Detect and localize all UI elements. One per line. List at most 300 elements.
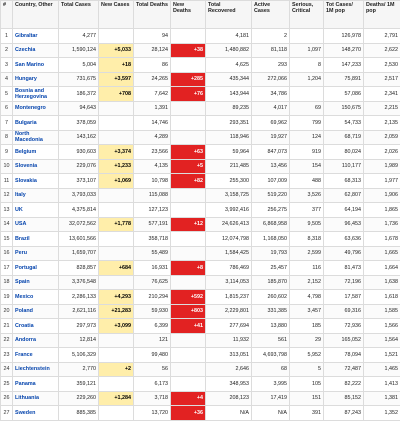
country-cell [13, 232, 59, 247]
serious-critical-cell: 3,526 [290, 188, 324, 203]
active-cases-cell: 260,602 [252, 290, 290, 305]
deaths-per-1m-cell: 2,530 [364, 58, 400, 73]
total-cases-cell: 1,659,707 [59, 246, 99, 261]
serious-critical-cell: 799 [290, 116, 324, 131]
country-link[interactable]: Brazil [15, 235, 30, 242]
active-cases-cell: 34,786 [252, 87, 290, 102]
table-row [1, 391, 400, 406]
serious-critical-cell: 124 [290, 130, 324, 145]
total-cases-cell: 731,675 [59, 72, 99, 87]
total-cases-cell: 4,277 [59, 29, 99, 44]
country-cell [13, 406, 59, 421]
total-recovered-cell: 786,469 [206, 261, 252, 276]
rank-cell: 2 [1, 43, 13, 58]
deaths-per-1m-cell: 1,989 [364, 159, 400, 174]
total-recovered-cell: 4,625 [206, 58, 252, 73]
new-cases-cell [99, 377, 134, 392]
col-header-serious-critical[interactable]: Serious, Critical [290, 1, 324, 29]
table-row [1, 116, 400, 131]
cases-per-1m-cell: 17,587 [324, 290, 364, 305]
serious-critical-cell: 1,204 [290, 72, 324, 87]
col-header-total-recovered[interactable]: Total Recovered [206, 1, 252, 29]
serious-critical-cell: 185 [290, 319, 324, 334]
new-cases-cell [99, 246, 134, 261]
new-deaths-cell [171, 377, 206, 392]
country-link[interactable]: Lithuania [15, 395, 39, 402]
rank-cell: 27 [1, 406, 13, 421]
new-cases-cell: +684 [99, 261, 134, 276]
country-cell [13, 362, 59, 377]
serious-critical-cell: 116 [290, 261, 324, 276]
cases-per-1m-cell: 57,086 [324, 87, 364, 102]
deaths-per-1m-cell: 1,665 [364, 246, 400, 261]
table-row [1, 159, 400, 174]
new-cases-cell: +2 [99, 362, 134, 377]
country-link[interactable]: Liechtenstein [15, 366, 50, 373]
cases-per-1m-cell: 75,891 [324, 72, 364, 87]
new-deaths-cell [171, 203, 206, 218]
col-header-deaths-per-1m[interactable]: Deaths/ 1M pop [364, 1, 400, 29]
deaths-per-1m-cell: 1,585 [364, 304, 400, 319]
cases-per-1m-cell: 72,487 [324, 362, 364, 377]
deaths-per-1m-cell: 2,215 [364, 101, 400, 116]
new-cases-cell: +3,099 [99, 319, 134, 334]
active-cases-cell: N/A [252, 406, 290, 421]
table-row [1, 58, 400, 73]
total-deaths-cell: 127,123 [134, 203, 171, 218]
total-deaths-cell: 86 [134, 58, 171, 73]
table-row [1, 348, 400, 363]
table-row [1, 261, 400, 276]
serious-critical-cell [290, 29, 324, 44]
country-cell [13, 319, 59, 334]
deaths-per-1m-cell: 1,564 [364, 333, 400, 348]
country-link[interactable]: Poland [15, 308, 33, 315]
total-recovered-cell: 3,158,725 [206, 188, 252, 203]
total-deaths-cell: 577,191 [134, 217, 171, 232]
rank-cell: 8 [1, 130, 13, 145]
new-deaths-cell: +5 [171, 159, 206, 174]
table-row [1, 333, 400, 348]
total-cases-cell: 94,643 [59, 101, 99, 116]
deaths-per-1m-cell: 2,026 [364, 145, 400, 160]
table-row [1, 101, 400, 116]
total-recovered-cell: N/A [206, 406, 252, 421]
table-row [1, 174, 400, 189]
cases-per-1m-cell: 147,233 [324, 58, 364, 73]
col-header-country[interactable]: Country, Other [13, 1, 59, 29]
country-cell [13, 348, 59, 363]
total-deaths-cell: 99,480 [134, 348, 171, 363]
country-link[interactable]: France [15, 351, 33, 358]
new-cases-cell: +3,374 [99, 145, 134, 160]
serious-critical-cell: 2,599 [290, 246, 324, 261]
total-cases-cell: 2,770 [59, 362, 99, 377]
deaths-per-1m-cell: 1,638 [364, 275, 400, 290]
new-cases-cell [99, 333, 134, 348]
country-cell [13, 290, 59, 305]
col-header-cases-per-1m[interactable]: Tot Cases/ 1M pop [324, 1, 364, 29]
serious-critical-cell: 4,798 [290, 290, 324, 305]
cases-per-1m-cell: 81,473 [324, 261, 364, 276]
total-cases-cell: 2,621,116 [59, 304, 99, 319]
country-cell [13, 43, 59, 58]
active-cases-cell: 847,073 [252, 145, 290, 160]
deaths-per-1m-cell: 1,566 [364, 319, 400, 334]
col-header-active-cases[interactable]: Active Cases [252, 1, 290, 29]
new-cases-cell [99, 188, 134, 203]
country-cell [13, 174, 59, 189]
total-deaths-cell: 94 [134, 29, 171, 44]
serious-critical-cell: 151 [290, 391, 324, 406]
cases-per-1m-cell: 165,052 [324, 333, 364, 348]
deaths-per-1m-cell: 2,517 [364, 72, 400, 87]
total-cases-cell: 3,793,033 [59, 188, 99, 203]
table-row [1, 377, 400, 392]
total-recovered-cell: 293,351 [206, 116, 252, 131]
total-recovered-cell: 118,946 [206, 130, 252, 145]
country-cell [13, 159, 59, 174]
total-deaths-cell: 358,718 [134, 232, 171, 247]
country-cell [13, 261, 59, 276]
deaths-per-1m-cell: 2,059 [364, 130, 400, 145]
country-cell [13, 333, 59, 348]
new-cases-cell: +1,233 [99, 159, 134, 174]
total-cases-cell: 229,076 [59, 159, 99, 174]
total-recovered-cell: 143,944 [206, 87, 252, 102]
active-cases-cell: 68 [252, 362, 290, 377]
active-cases-cell: 519,220 [252, 188, 290, 203]
table-row [1, 217, 400, 232]
total-recovered-cell: 89,235 [206, 101, 252, 116]
total-cases-cell: 32,072,562 [59, 217, 99, 232]
total-deaths-cell: 56 [134, 362, 171, 377]
total-recovered-cell: 211,485 [206, 159, 252, 174]
total-cases-cell: 359,121 [59, 377, 99, 392]
country-link[interactable]: Peru [15, 250, 27, 257]
country-cell [13, 72, 59, 87]
country-link[interactable]: North Macedonia [15, 131, 43, 144]
serious-critical-cell [290, 87, 324, 102]
active-cases-cell: 17,419 [252, 391, 290, 406]
total-recovered-cell: 12,074,798 [206, 232, 252, 247]
country-link[interactable]: UK [15, 206, 23, 213]
new-deaths-cell: +82 [171, 174, 206, 189]
total-recovered-cell: 2,229,801 [206, 304, 252, 319]
total-recovered-cell: 2,646 [206, 362, 252, 377]
col-header-new-cases[interactable]: New Cases [99, 1, 134, 29]
country-link[interactable]: Sweden [15, 409, 36, 416]
rank-cell: 14 [1, 217, 13, 232]
deaths-per-1m-cell: 2,622 [364, 43, 400, 58]
total-recovered-cell: 3,992,416 [206, 203, 252, 218]
active-cases-cell: 13,880 [252, 319, 290, 334]
serious-critical-cell: 377 [290, 203, 324, 218]
serious-critical-cell: 919 [290, 145, 324, 160]
country-link[interactable]: Slovenia [15, 163, 38, 170]
new-cases-cell: +3,597 [99, 72, 134, 87]
country-cell [13, 217, 59, 232]
active-cases-cell: 331,385 [252, 304, 290, 319]
country-cell [13, 377, 59, 392]
cases-per-1m-cell: 110,177 [324, 159, 364, 174]
country-link[interactable]: Spain [15, 279, 30, 286]
cases-per-1m-cell: 96,453 [324, 217, 364, 232]
deaths-per-1m-cell: 1,381 [364, 391, 400, 406]
new-deaths-cell [171, 101, 206, 116]
country-link[interactable]: Mexico [15, 293, 34, 300]
new-deaths-cell: +76 [171, 87, 206, 102]
rank-cell: 24 [1, 362, 13, 377]
serious-critical-cell: 29 [290, 333, 324, 348]
rank-cell: 6 [1, 101, 13, 116]
rank-cell: 12 [1, 188, 13, 203]
new-deaths-cell: +38 [171, 43, 206, 58]
country-link[interactable]: Portugal [15, 264, 37, 271]
active-cases-cell: 69,962 [252, 116, 290, 131]
total-cases-cell: 373,107 [59, 174, 99, 189]
new-cases-cell: +5,033 [99, 43, 134, 58]
total-cases-cell: 885,385 [59, 406, 99, 421]
cases-per-1m-cell: 148,270 [324, 43, 364, 58]
total-cases-cell: 5,106,329 [59, 348, 99, 363]
new-deaths-cell: +4 [171, 391, 206, 406]
new-cases-cell: +21,283 [99, 304, 134, 319]
new-cases-cell: +1,284 [99, 391, 134, 406]
rank-cell: 7 [1, 116, 13, 131]
new-deaths-cell: +41 [171, 319, 206, 334]
deaths-per-1m-cell: 1,521 [364, 348, 400, 363]
cases-per-1m-cell: 64,194 [324, 203, 364, 218]
total-deaths-cell: 16,931 [134, 261, 171, 276]
active-cases-cell: 4,017 [252, 101, 290, 116]
table-row [1, 43, 400, 58]
total-recovered-cell: 313,051 [206, 348, 252, 363]
total-cases-cell: 828,857 [59, 261, 99, 276]
table-row [1, 203, 400, 218]
new-cases-cell [99, 232, 134, 247]
country-cell [13, 145, 59, 160]
total-recovered-cell: 3,114,053 [206, 275, 252, 290]
table-row [1, 29, 400, 44]
deaths-per-1m-cell: 2,341 [364, 87, 400, 102]
country-cell [13, 275, 59, 290]
country-link[interactable]: Panama [15, 380, 36, 387]
new-cases-cell [99, 275, 134, 290]
new-deaths-cell [171, 348, 206, 363]
total-recovered-cell: 1,584,425 [206, 246, 252, 261]
deaths-per-1m-cell: 1,664 [364, 261, 400, 276]
total-recovered-cell: 208,123 [206, 391, 252, 406]
active-cases-cell: 3,995 [252, 377, 290, 392]
total-recovered-cell: 255,300 [206, 174, 252, 189]
country-link[interactable]: Andorra [15, 337, 36, 344]
total-deaths-cell: 23,566 [134, 145, 171, 160]
total-deaths-cell: 210,294 [134, 290, 171, 305]
country-link[interactable]: Croatia [15, 322, 34, 329]
total-deaths-cell: 115,088 [134, 188, 171, 203]
col-header-total-cases[interactable]: Total Cases [59, 1, 99, 29]
country-link[interactable]: Montenegro [15, 105, 46, 112]
rank-cell: 21 [1, 319, 13, 334]
cases-per-1m-cell: 62,807 [324, 188, 364, 203]
serious-critical-cell: 5,952 [290, 348, 324, 363]
new-deaths-cell: +63 [171, 145, 206, 160]
total-recovered-cell: 24,626,413 [206, 217, 252, 232]
active-cases-cell: 107,009 [252, 174, 290, 189]
new-deaths-cell [171, 29, 206, 44]
cases-per-1m-cell: 69,316 [324, 304, 364, 319]
rank-cell: 23 [1, 348, 13, 363]
total-recovered-cell: 11,932 [206, 333, 252, 348]
serious-critical-cell: 69 [290, 101, 324, 116]
country-cell [13, 116, 59, 131]
country-link[interactable]: USA [15, 221, 27, 228]
country-cell [13, 391, 59, 406]
total-deaths-cell: 28,124 [134, 43, 171, 58]
table-row [1, 319, 400, 334]
serious-critical-cell: 1,097 [290, 43, 324, 58]
new-cases-cell: +18 [99, 58, 134, 73]
table-row [1, 362, 400, 377]
cases-per-1m-cell: 68,313 [324, 174, 364, 189]
serious-critical-cell: 3,457 [290, 304, 324, 319]
total-recovered-cell: 4,181 [206, 29, 252, 44]
total-deaths-cell: 13,720 [134, 406, 171, 421]
active-cases-cell: 6,868,958 [252, 217, 290, 232]
total-recovered-cell: 59,964 [206, 145, 252, 160]
table-row [1, 188, 400, 203]
col-header-rank[interactable]: # [1, 1, 13, 29]
country-cell [13, 101, 59, 116]
cases-per-1m-cell: 150,675 [324, 101, 364, 116]
active-cases-cell: 19,793 [252, 246, 290, 261]
new-deaths-cell [171, 232, 206, 247]
table-row [1, 145, 400, 160]
country-link[interactable]: Bosnia and Herzegovina [15, 87, 48, 100]
total-cases-cell: 229,260 [59, 391, 99, 406]
total-cases-cell: 4,375,814 [59, 203, 99, 218]
cases-per-1m-cell: 63,636 [324, 232, 364, 247]
cases-per-1m-cell: 68,719 [324, 130, 364, 145]
country-cell [13, 188, 59, 203]
rank-cell: 17 [1, 261, 13, 276]
total-deaths-cell: 59,930 [134, 304, 171, 319]
new-cases-cell [99, 203, 134, 218]
total-deaths-cell: 121 [134, 333, 171, 348]
new-cases-cell: +1,069 [99, 174, 134, 189]
country-link[interactable]: San Marino [15, 61, 45, 68]
new-deaths-cell [171, 246, 206, 261]
new-deaths-cell [171, 362, 206, 377]
new-deaths-cell: +36 [171, 406, 206, 421]
total-deaths-cell: 14,746 [134, 116, 171, 131]
serious-critical-cell: 154 [290, 159, 324, 174]
country-cell [13, 246, 59, 261]
country-cell [13, 87, 59, 102]
country-cell [13, 304, 59, 319]
active-cases-cell: 185,870 [252, 275, 290, 290]
total-deaths-cell: 55,489 [134, 246, 171, 261]
country-link[interactable]: Czechia [15, 47, 36, 54]
country-link[interactable]: Bulgaria [15, 119, 37, 126]
rank-cell: 16 [1, 246, 13, 261]
country-link[interactable]: Belgium [15, 148, 37, 155]
total-cases-cell: 12,814 [59, 333, 99, 348]
new-cases-cell [99, 130, 134, 145]
total-cases-cell: 186,372 [59, 87, 99, 102]
deaths-per-1m-cell: 1,736 [364, 217, 400, 232]
rank-cell: 13 [1, 203, 13, 218]
total-cases-cell: 378,059 [59, 116, 99, 131]
cases-per-1m-cell: 87,243 [324, 406, 364, 421]
active-cases-cell: 1,168,050 [252, 232, 290, 247]
total-cases-cell: 930,603 [59, 145, 99, 160]
deaths-per-1m-cell: 1,618 [364, 290, 400, 305]
table-row [1, 87, 400, 102]
total-deaths-cell: 1,391 [134, 101, 171, 116]
total-deaths-cell: 4,289 [134, 130, 171, 145]
deaths-per-1m-cell: 1,352 [364, 406, 400, 421]
new-cases-cell [99, 101, 134, 116]
serious-critical-cell: 8,318 [290, 232, 324, 247]
cases-per-1m-cell: 82,222 [324, 377, 364, 392]
total-recovered-cell: 435,344 [206, 72, 252, 87]
new-deaths-cell: +803 [171, 304, 206, 319]
total-cases-cell: 3,376,548 [59, 275, 99, 290]
serious-critical-cell: 5 [290, 362, 324, 377]
new-cases-cell [99, 116, 134, 131]
rank-cell: 20 [1, 304, 13, 319]
serious-critical-cell: 2,152 [290, 275, 324, 290]
table-row [1, 275, 400, 290]
table-row [1, 304, 400, 319]
new-deaths-cell [171, 130, 206, 145]
rank-cell: 22 [1, 333, 13, 348]
total-deaths-cell: 7,642 [134, 87, 171, 102]
country-cell [13, 29, 59, 44]
table-row [1, 130, 400, 145]
rank-cell: 26 [1, 391, 13, 406]
table-row [1, 406, 400, 421]
col-header-new-deaths[interactable]: New Deaths [171, 1, 206, 29]
deaths-per-1m-cell: 1,906 [364, 188, 400, 203]
table-row [1, 72, 400, 87]
col-header-total-deaths[interactable]: Total Deaths [134, 1, 171, 29]
rank-cell: 3 [1, 58, 13, 73]
total-cases-cell: 143,162 [59, 130, 99, 145]
deaths-per-1m-cell: 1,977 [364, 174, 400, 189]
active-cases-cell: 19,927 [252, 130, 290, 145]
rank-cell: 4 [1, 72, 13, 87]
total-deaths-cell: 3,718 [134, 391, 171, 406]
active-cases-cell: 293 [252, 58, 290, 73]
active-cases-cell: 561 [252, 333, 290, 348]
deaths-per-1m-cell: 1,465 [364, 362, 400, 377]
total-cases-cell: 1,590,124 [59, 43, 99, 58]
country-link[interactable]: Hungary [15, 76, 37, 83]
cases-per-1m-cell: 78,094 [324, 348, 364, 363]
country-link[interactable]: Slovakia [15, 177, 37, 184]
new-cases-cell [99, 29, 134, 44]
cases-per-1m-cell: 54,733 [324, 116, 364, 131]
new-deaths-cell [171, 333, 206, 348]
new-cases-cell: +1,778 [99, 217, 134, 232]
total-deaths-cell: 76,625 [134, 275, 171, 290]
country-link[interactable]: Italy [15, 192, 26, 199]
country-link[interactable]: Gibraltar [15, 32, 38, 39]
table-row [1, 232, 400, 247]
